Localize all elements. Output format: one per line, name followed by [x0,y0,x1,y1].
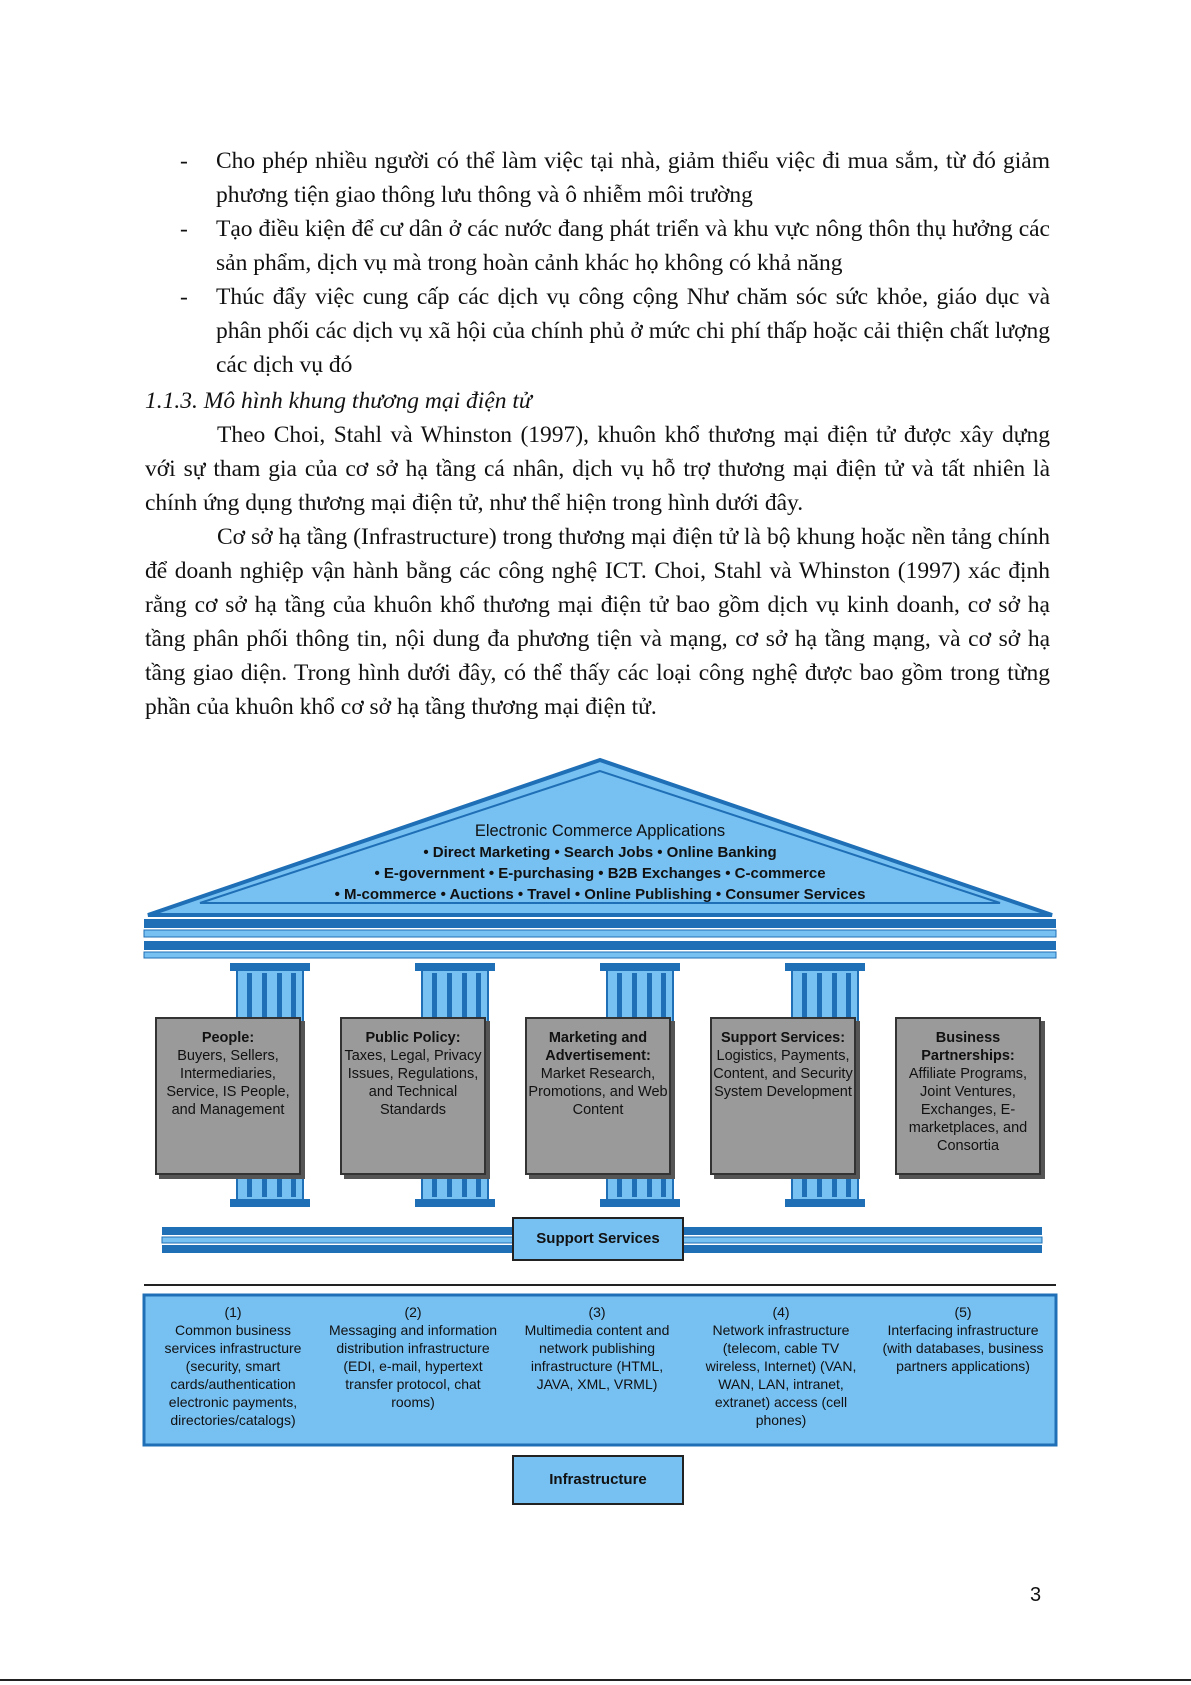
infra-body: Network infrastructure (telecom, cable TV wireless, Internet) (VAN, WAN, LAN, intranet, extranet) access (cell phones) [705,1322,857,1428]
pillar-body: Market Research, Promotions, and Web Content [528,1066,668,1118]
infra-number: (3) [588,1304,606,1320]
pillar-box-public-policy [340,1017,486,1175]
infra-body: Common business services infrastructure (security, smart cards/authentication electronic payments, directories/catalogs) [164,1322,302,1428]
roof-line: • Direct Marketing • Search Jobs • Online Banking [423,844,777,861]
infra-body: Multimedia content and network publishing infrastructure (HTML, JAVA, XML, VRML) [524,1322,670,1392]
paragraph: Cơ sở hạ tầng (Infrastructure) trong thương mại điện tử là bộ khung hoặc nền tảng chính để doanh nghiệp vận hành bằng các công nghệ ICT. Choi, Stahl và Whinston (1997) xác định rằng cơ sở hạ tầng của khuôn khổ thương mại điện tử bao gồm dịch vụ kinh doanh, cơ sở hạ tầng phân phối thông tin, nội dung đa phương tiện và mạng, cơ sở hạ tầng mạng, và cơ sở hạ tầng giao diện. Trong hình dưới đây, có thể thấy các loại công nghệ được bao gồm trong từng phần của khuôn khổ cơ sở hạ tầng thương mại điện tử. [145,524,1050,720]
infrastructure-label: Infrastructure [512,1455,684,1505]
pillar-title: Business Partnerships: [921,1030,1015,1064]
infrastructure-column [148,1303,318,1429]
roof-title: Electronic Commerce Applications [474,822,726,840]
infrastructure-column [512,1303,682,1393]
infra-body: Messaging and information distribution infrastructure (EDI, e-mail, hypertext transfer protocol, chat rooms) [328,1322,498,1410]
beam [144,941,1056,950]
infra-number: (2) [404,1304,422,1320]
pillar-title: Public Policy: [365,1030,461,1046]
bullet-dash: - [180,216,188,242]
infrastructure-column [328,1303,498,1411]
support-services-label: Support Services [512,1217,684,1261]
infra-number: (4) [772,1304,790,1320]
paragraph: Theo Choi, Stahl và Whinston (1997), khuôn khổ thương mại điện tử được xây dựng với sự tham gia của cơ sở hạ tầng cá nhân, dịch vụ hỗ trợ thương mại điện tử và tất nhiên là chính ứng dụng thương mại điện tử, như thể hiện trong hình dưới đây. [145,422,1050,516]
infra-body: Interfacing infrastructure (with databases, business partners applications) [882,1322,1044,1374]
bullet-dash: - [180,284,188,310]
section-heading: 1.1.3. Mô hình khung thương mại điện tử [145,388,532,414]
page-number: 3 [1030,1584,1042,1606]
pillar-body: Logistics, Payments, Content, and Security System Development [713,1048,853,1100]
bullet-text: Cho phép nhiều người có thể làm việc tại nhà, giảm thiểu việc đi mua sắm, từ đó giảm phương tiện giao thông lưu thông và ô nhiễm môi trường [216,148,1050,208]
beam [144,952,1056,958]
roof-line: • M-commerce • Auctions • Travel • Online Publishing • Consumer Services [334,886,866,903]
bullet-item [180,212,1050,280]
pillar-body: Taxes, Legal, Privacy Issues, Regulations, and Technical Standards [344,1048,482,1118]
pillar-box-people [155,1017,301,1175]
pillar-box-marketing [525,1017,671,1175]
ecommerce-framework-diagram [140,755,1060,1515]
pillar-title: People: [201,1030,255,1046]
bullet-text: Tạo điều kiện để cư dân ở các nước đang phát triển và khu vực nông thôn thụ hưởng các sản phẩm, dịch vụ mà trong hoàn cảnh khác họ không có khả năng [216,216,1050,276]
pillar-box-support-services [710,1017,856,1175]
beam [144,919,1056,928]
footer-rule [0,1679,1191,1681]
infrastructure-column [878,1303,1048,1375]
infrastructure-column [696,1303,866,1429]
bullet-text: Thúc đẩy việc cung cấp các dịch vụ công cộng Như chăm sóc sức khỏe, giáo dục và phân phối các dịch vụ xã hội của chính phủ ở mức chi phí thấp hoặc cải thiện chất lượng các dịch vụ đó [216,284,1050,378]
bullet-item [180,144,1050,212]
infra-number: (1) [224,1304,242,1320]
bullet-dash: - [180,148,188,174]
pillar-body: Buyers, Sellers, Intermediaries, Service, IS People, and Management [166,1048,290,1118]
roof-line: • E-government • E-purchasing • B2B Exchanges • C-commerce [374,865,826,882]
pillar-body: Affiliate Programs, Joint Ventures, Exchanges, E-marketplaces, and Consortia [908,1066,1028,1154]
infra-number: (5) [954,1304,972,1320]
pillar-title: Marketing and Advertisement: [545,1030,651,1064]
bullet-item [180,280,1050,382]
pillar-title: Support Services: [720,1030,846,1046]
beam [144,930,1056,937]
pillar-box-business-partnerships [895,1017,1041,1175]
